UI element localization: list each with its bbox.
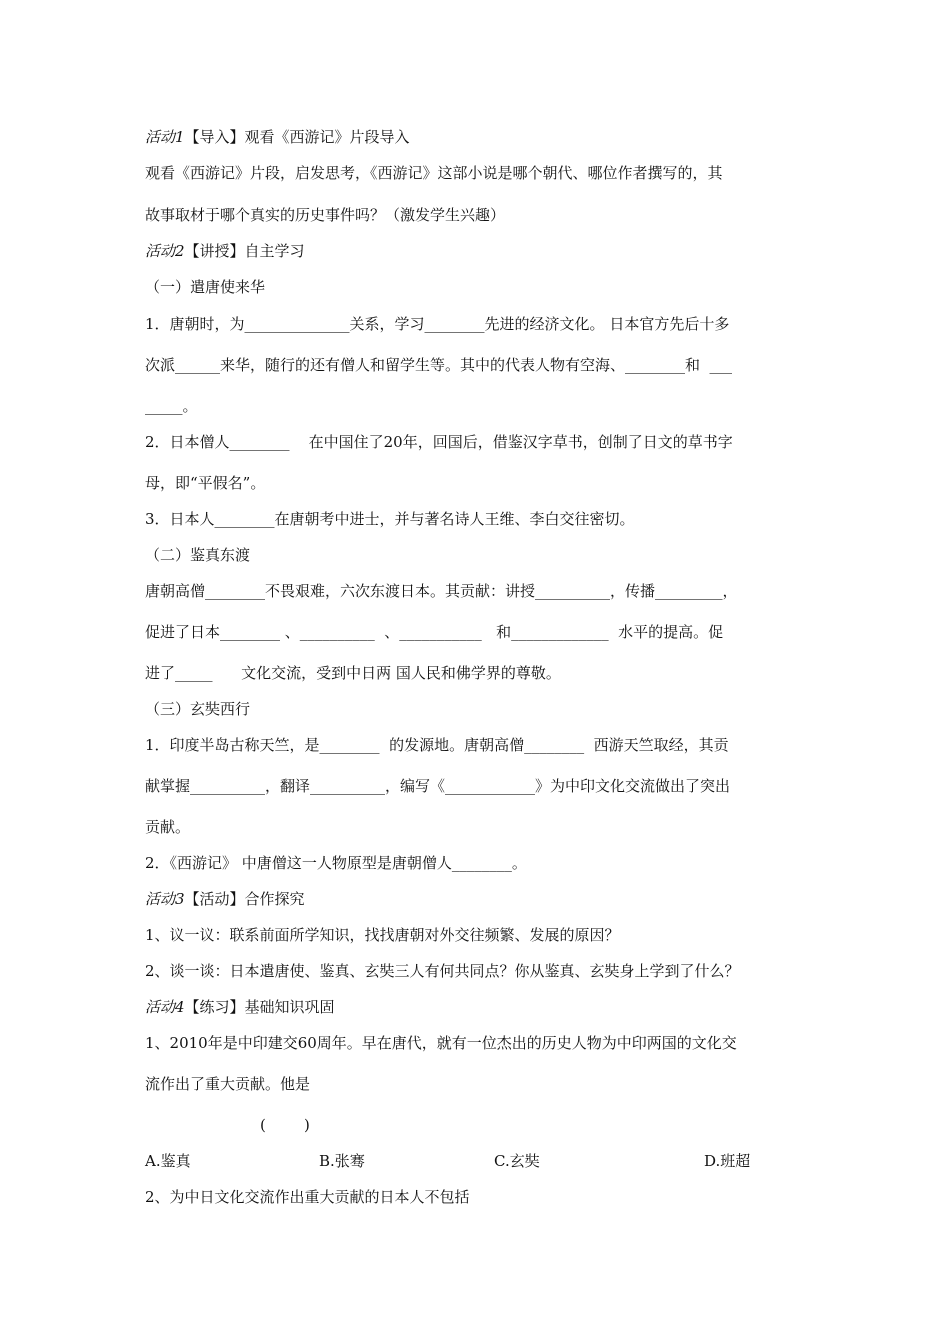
section-title: （二）鉴真东渡 — [145, 546, 251, 564]
question-line: 2．日本僧人________ 在中国住了20年，回国后，借鉴汉字草书，创制了日文的草书字 — [145, 433, 733, 451]
option-b: B.张骞 — [319, 1152, 365, 1170]
answer-parentheses: ( ) — [260, 1116, 310, 1134]
activity-title: 【导入】观看《西游记》片段导入 — [184, 128, 410, 146]
paragraph-line: 促进了日本________ 、__________ 、___________ 和_____________ 水平的提高。促 — [145, 623, 724, 641]
activity-title: 【练习】基础知识巩固 — [184, 998, 335, 1016]
option-a: A.鉴真 — [145, 1152, 191, 1170]
activity1-heading — [145, 127, 410, 147]
activity-title: 【讲授】自主学习 — [184, 242, 305, 260]
activity-label: 活动1 — [145, 128, 185, 146]
paragraph-line: 观看《西游记》片段，启发思考，《西游记》这部小说是哪个朝代、哪位作者撰写的，其 — [145, 164, 723, 182]
question-line: 1、2010年是中印建交60周年。早在唐代，就有一位杰出的历史人物为中印两国的文化交 — [145, 1034, 737, 1052]
question-line: _____。 — [145, 397, 198, 415]
question-line: 1．唐朝时，为______________关系，学习________先进的经济文化。 日本官方先后十多 — [145, 315, 730, 333]
activity-label: 活动3 — [145, 890, 185, 908]
question-line: 2．《西游记》 中唐僧这一人物原型是唐朝僧人________。 — [145, 854, 527, 872]
activity-label: 活动2 — [145, 242, 185, 260]
activity-label: 活动4 — [145, 998, 185, 1016]
section-title: （一）遣唐使来华 — [145, 278, 266, 296]
question-line: 1、议一议：联系前面所学知识，找找唐朝对外交往频繁、发展的原因？ — [145, 926, 620, 944]
activity-title: 【活动】合作探究 — [184, 890, 305, 908]
paragraph-line: 进了_____ 文化交流，受到中日两 国人民和佛学界的尊敬。 — [145, 664, 561, 682]
question-line: 母，即“平假名”。 — [145, 474, 266, 492]
question-line: 3．日本人________在唐朝考中进士，并与著名诗人王维、李白交往密切。 — [145, 510, 635, 528]
activity4-heading — [145, 997, 335, 1017]
question-line: 贡献。 — [145, 818, 191, 836]
section-title: （三）玄奘西行 — [145, 700, 251, 718]
activity3-heading — [145, 889, 305, 909]
paragraph-line: 唐朝高僧________不畏艰难，六次东渡日本。其贡献：讲授__________，传播_________， — [145, 582, 738, 600]
question-line: 流作出了重大贡献。他是 — [145, 1075, 311, 1093]
question-line: 次派______来华，随行的还有僧人和留学生等。其中的代表人物有空海、________和 ___ — [145, 356, 733, 374]
question-line: 2、谈一谈：日本遣唐使、鉴真、玄奘三人有何共同点？你从鉴真、玄奘身上学到了什么？ — [145, 962, 740, 980]
question-line: 1．印度半岛古称天竺，是________ 的发源地。唐朝高僧________ 西游天竺取经，其贡 — [145, 736, 729, 754]
question-line: 2、为中日文化交流作出重大贡献的日本人不包括 — [145, 1188, 470, 1206]
activity2-heading — [145, 241, 305, 261]
paragraph-line: 故事取材于哪个真实的历史事件吗？（激发学生兴趣） — [145, 206, 506, 224]
option-d: D.班超 — [704, 1152, 751, 1170]
option-c: C.玄奘 — [494, 1152, 540, 1170]
question-line: 献掌握__________，翻译__________，编写《____________》为中印文化交流做出了突出 — [145, 777, 731, 795]
